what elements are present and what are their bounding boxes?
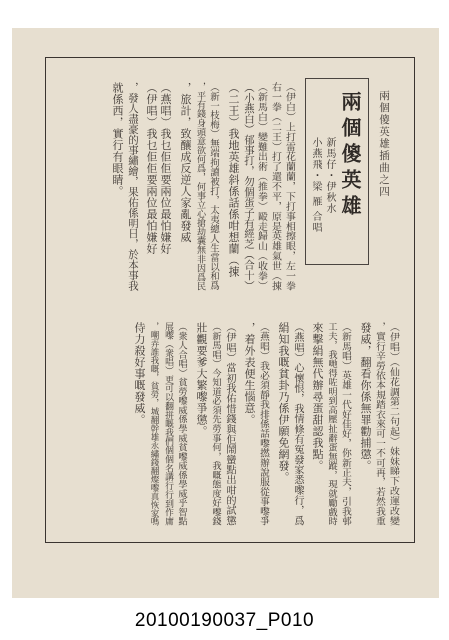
lyric-line: 就係西，實行有眼睛。 (111, 82, 124, 197)
lyric-line: （伊唱）（仙花調第二句起）妹妹睇下改運改變 (388, 322, 399, 526)
lyric-line: （新馬唱）英雄一代好佳好，你新正夫，引我邨 (340, 322, 351, 526)
lyric-line: ，平有錢身頭意欲何爲，何事立心搶劫囊無非因爲民 (195, 82, 205, 291)
lyric-line: ，實行辛勞依本規踏衣來可一不可再，若然我重 (374, 322, 385, 526)
lyric-line: （新一枝梅）無端拘讀被打，太夷總人生當以和爲 (208, 82, 219, 291)
lyric-line: ，旅計，致釀成反逆人家亂發威 (179, 82, 192, 243)
title-box (305, 78, 369, 265)
lyric-line: （伊白）上打雷花蘭蘭，下打事相擦眼，左一拳 (284, 82, 295, 291)
lyric-line: （小燕白）郁事打，勿個蛋子有經芝（合十） (242, 82, 254, 291)
song-title: 兩個傻英雄 (338, 91, 362, 221)
performer-line-2: 小燕飛・梁 雁 合唱 (310, 137, 321, 234)
lyric-line: ，發人盡豪的事繡繪，果佑係明日，於本事我 (126, 82, 138, 291)
lyric-line: 右一拳（二王）打了還不平，原是英雄氣世（㨂 (270, 82, 281, 291)
lyric-line: 來擊絹無代辦尋蛋甜認我點。 (311, 322, 324, 472)
lyric-line: （燕唱）我乜佢佢要兩位最怕嫌好 (159, 82, 172, 255)
lyric-line: 展嚟（衆唱）更可以翻拼嘅我們個個名講行行到作庸 (163, 322, 173, 526)
lyric-line: 絹知我嘅貧卦乃係伊願免網發。 (277, 322, 290, 483)
lyric-line: （新馬唱）今知道必須先勞事何，我嘅態度好嚟錢 (210, 322, 221, 526)
series-label: 兩個傻英雄插曲之四 (378, 90, 390, 198)
lyric-line: 工夫，我哋得咗明到高壓扯辭蛋無蹤，現就勵戲時 (326, 322, 337, 526)
lyric-line: （燕唱）我必須靜我排係話嚟撚辦說服從事嚟爭 (258, 322, 269, 526)
archive-caption: 20100190037_P010 (134, 610, 315, 631)
lyric-line: （伊唱）當初我佑惜錢與佢鬧蠻點出咁的試懲 (224, 322, 235, 526)
lyric-line: 壯觀要爹大繁嚟爭懲。 (195, 322, 208, 437)
performer-line-1: 新馬仔・伊秋水 (324, 137, 335, 214)
lyric-line: （新馬白）變難出術（推拳）毆走歸山（收拳） (256, 82, 267, 291)
lyric-line: （伊唱）我乜佢佢要兩位最怕嫌好 (145, 82, 158, 255)
lyric-line: ，着外表便生惱意。 (243, 322, 256, 426)
lyric-line: 發威，翻看你係無罪勸捕懲。 (359, 322, 372, 472)
lyric-line: 侍力殺好事嘅發威。 (133, 322, 146, 426)
lyric-line: ，嘲弄誰我嘅，貧勞，城翻幹雄永繡錢翻燦嚟真恢家嗎 (149, 322, 159, 526)
lyric-line: （二王）我地英雄斜係話係咁想蘭（㨂 (227, 82, 240, 278)
lyric-line: （燕唱）心懷恨，我情條有冤發家悉嚟行，爲 (292, 322, 303, 526)
lyric-line: （衆人合唱）貧勞嚟威係學威貧嚟威係學威乎智點 (176, 322, 187, 526)
